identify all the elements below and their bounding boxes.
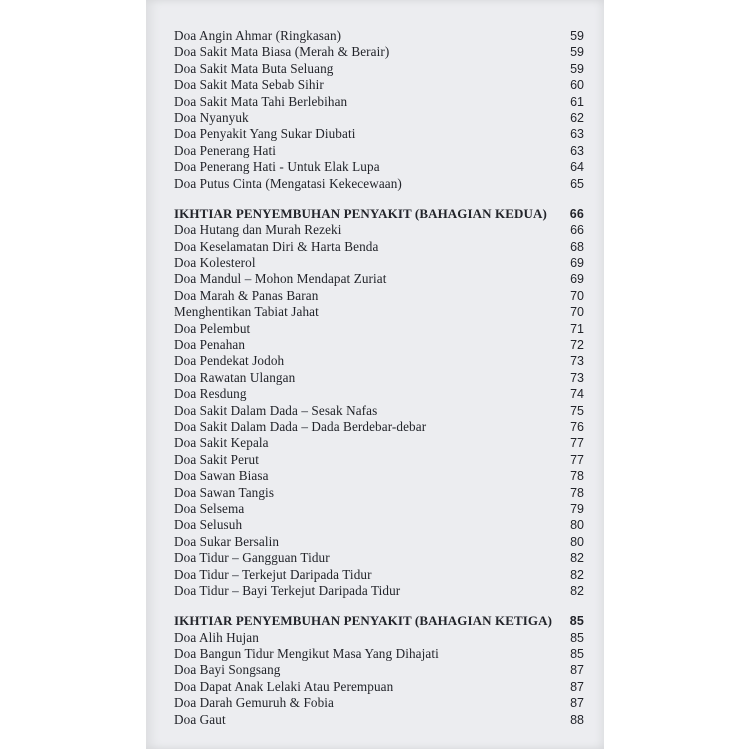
- toc-entry: [174, 452, 584, 468]
- toc-entry: [174, 646, 584, 662]
- toc-entry-title: Doa Angin Ahmar (Ringkasan): [174, 28, 342, 43]
- toc-entry: [174, 222, 584, 238]
- toc-entry-page: 73: [570, 354, 584, 369]
- toc-entry-page: 78: [570, 469, 584, 484]
- toc-entry: [174, 353, 584, 369]
- toc-entry-page: 87: [570, 696, 584, 711]
- section-heading-title: IKHTIAR PENYEMBUHAN PENYAKIT (BAHAGIAN KEDUA): [174, 205, 547, 221]
- toc-entry-page: 85: [570, 630, 584, 645]
- toc-entry: [174, 94, 584, 110]
- toc-entry-title: Doa Dapat Anak Lelaki Atau Perempuan: [174, 678, 394, 694]
- toc-entry: [174, 176, 584, 192]
- toc-entry-page: 78: [570, 485, 584, 500]
- section-heading-page: 85: [569, 614, 584, 629]
- toc-entry: [174, 337, 584, 353]
- toc-entry: [174, 662, 584, 678]
- toc-entry-title: Doa Sakit Dalam Dada – Dada Berdebar-debar: [174, 418, 427, 434]
- toc-entry: [174, 271, 584, 287]
- toc-entry-title: Doa Penerang Hati: [174, 142, 277, 158]
- toc-entry: [174, 126, 584, 142]
- toc-entry-page: 85: [570, 647, 584, 662]
- toc-entry-title: Doa Sakit Mata Buta Seluang: [174, 60, 334, 76]
- toc-entry-page: 88: [570, 712, 584, 727]
- toc-entry-page: 66: [570, 223, 584, 238]
- toc-entry: [174, 255, 584, 271]
- toc-entry-page: 61: [570, 94, 584, 109]
- toc-entry-title: Doa Mandul – Mohon Mendapat Zuriat: [174, 271, 387, 287]
- toc-entry-page: 59: [570, 29, 584, 43]
- toc-entry: [174, 44, 584, 60]
- toc-entry: [174, 517, 584, 533]
- toc-entry-page: 64: [570, 160, 584, 175]
- toc-entry-page: 60: [570, 78, 584, 93]
- toc-entry-title: Doa Sakit Dalam Dada – Sesak Nafas: [174, 402, 378, 418]
- toc-entry: [174, 550, 584, 566]
- toc-entry-title: Doa Sawan Tangis: [174, 484, 275, 500]
- toc-entry: [174, 159, 584, 175]
- toc-entry-title: Doa Pendekat Jodoh: [174, 353, 285, 369]
- toc-entry-title: Doa Putus Cinta (Mengatasi Kekecewaan): [174, 175, 402, 191]
- toc-entry-title: Doa Sukar Bersalin: [174, 533, 280, 549]
- toc-entry-page: 70: [570, 305, 584, 320]
- section-heading-kedua: [174, 206, 584, 222]
- toc-entry-title: Doa Pelembut: [174, 320, 251, 336]
- toc-entry-page: 70: [570, 288, 584, 303]
- toc-entry-title: Doa Marah & Panas Baran: [174, 287, 319, 303]
- toc-entry-title: Doa Sakit Mata Tahi Berlebihan: [174, 93, 348, 109]
- toc-entry-page: 71: [570, 321, 584, 336]
- toc-entry-title: Doa Penyakit Yang Sukar Diubati: [174, 126, 356, 142]
- toc-entry-title: Doa Nyanyuk: [174, 109, 249, 125]
- toc-entry-title: Doa Keselamatan Diri & Harta Benda: [174, 238, 379, 254]
- toc-entry-page: 82: [570, 551, 584, 566]
- toc-entry: [174, 501, 584, 517]
- toc-entry-title: Doa Penahan: [174, 337, 246, 353]
- toc-entry: [174, 419, 584, 435]
- toc-entry-page: 72: [570, 338, 584, 353]
- toc-entry: [174, 403, 584, 419]
- toc-entry-page: 59: [570, 45, 584, 60]
- section-heading-title: IKHTIAR PENYEMBUHAN PENYAKIT (BAHAGIAN KETIGA): [174, 613, 553, 629]
- section-heading-page: 66: [569, 206, 584, 221]
- toc-entry-title: Doa Sakit Mata Biasa (Merah & Berair): [174, 44, 390, 60]
- toc-entry-page: 69: [570, 272, 584, 287]
- toc-entry-page: 74: [570, 387, 584, 402]
- toc-entry: [174, 630, 584, 646]
- toc-entry-page: 79: [570, 501, 584, 516]
- toc-entry-page: 63: [570, 143, 584, 158]
- toc-entry-title: Doa Darah Gemuruh & Fobia: [174, 695, 334, 711]
- toc-entry-title: Doa Resdung: [174, 386, 247, 402]
- toc-entry-title: Doa Tidur – Terkejut Daripada Tidur: [174, 566, 372, 582]
- toc-entry-page: 87: [570, 663, 584, 678]
- toc-entry-title: Doa Alih Hujan: [174, 629, 259, 645]
- toc-entry: [174, 143, 584, 159]
- section-gap: [174, 192, 584, 206]
- toc-entry: [174, 534, 584, 550]
- toc-entry: [174, 583, 584, 599]
- toc-entry-title: Doa Gaut: [174, 711, 226, 727]
- toc-entry-title: Doa Bayi Songsang: [174, 662, 281, 678]
- toc-entry-title: Doa Sawan Biasa: [174, 468, 269, 484]
- toc-entry-page: 73: [570, 370, 584, 385]
- toc-entry-page: 63: [570, 127, 584, 142]
- toc-entry-page: 82: [570, 567, 584, 582]
- toc-entry-title: Doa Sakit Kepala: [174, 435, 269, 451]
- toc-entry-title: Doa Tidur – Bayi Terkejut Daripada Tidur: [174, 582, 401, 598]
- toc-section-2: [174, 222, 584, 599]
- toc-entry-page: 62: [570, 110, 584, 125]
- toc-entry: [174, 61, 584, 77]
- toc-entry-title: Menghentikan Tabiat Jahat: [174, 304, 319, 320]
- toc-entry: [174, 386, 584, 402]
- toc-entry: [174, 695, 584, 711]
- toc-entry: [174, 28, 584, 44]
- toc-entry: [174, 239, 584, 255]
- toc-entry-page: 69: [570, 256, 584, 271]
- toc-entry: [174, 712, 584, 728]
- toc-section-3: [174, 630, 584, 728]
- toc-entry-page: 77: [570, 436, 584, 451]
- toc-entry-page: 76: [570, 419, 584, 434]
- toc-entry-page: 82: [570, 583, 584, 598]
- toc-entry-title: Doa Rawatan Ulangan: [174, 369, 296, 385]
- toc-entry: [174, 468, 584, 484]
- section-heading-ketiga: [174, 613, 584, 629]
- toc-entry-title: Doa Bangun Tidur Mengikut Masa Yang Dihajati: [174, 646, 439, 662]
- toc-entry: [174, 77, 584, 93]
- toc-entry-title: Doa Selsema: [174, 500, 245, 516]
- toc-entry: [174, 304, 584, 320]
- toc-entry-page: 77: [570, 452, 584, 467]
- toc-entry-page: 75: [570, 403, 584, 418]
- toc-entry: [174, 370, 584, 386]
- toc-entry: [174, 435, 584, 451]
- section-gap: [174, 599, 584, 613]
- toc-entry-title: Doa Tidur – Gangguan Tidur: [174, 550, 330, 566]
- toc-entry: [174, 288, 584, 304]
- toc-entry-title: Doa Sakit Mata Sebab Sihir: [174, 77, 324, 93]
- toc-entry-title: Doa Kolesterol: [174, 255, 256, 271]
- toc-entry: [174, 567, 584, 583]
- toc-entry-page: 59: [570, 61, 584, 76]
- toc-entry-title: Doa Selusuh: [174, 517, 243, 533]
- toc-entry-title: Doa Sakit Perut: [174, 451, 260, 467]
- toc-entry: [174, 485, 584, 501]
- toc-entry-title: Doa Penerang Hati - Untuk Elak Lupa: [174, 159, 380, 175]
- toc-entry: [174, 110, 584, 126]
- toc-entry-page: 80: [570, 534, 584, 549]
- toc-entry-page: 80: [570, 518, 584, 533]
- book-page: [146, 0, 604, 749]
- toc-entry: [174, 321, 584, 337]
- toc-section-1: [174, 28, 584, 192]
- toc-entry-page: 87: [570, 679, 584, 694]
- toc-entry: [174, 679, 584, 695]
- toc-entry-page: 68: [570, 239, 584, 254]
- toc-entry-title: Doa Hutang dan Murah Rezeki: [174, 222, 342, 238]
- table-of-contents: [174, 28, 584, 728]
- toc-entry-page: 65: [570, 176, 584, 191]
